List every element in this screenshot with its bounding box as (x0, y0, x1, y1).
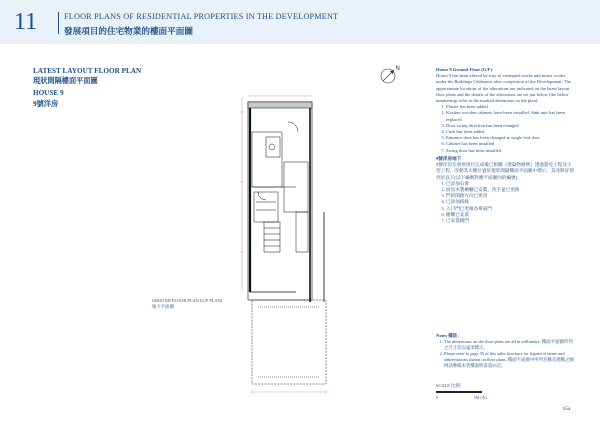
list-item: 2. 廚房木製櫥櫃已安裝，洗手盆已更換 (446, 187, 576, 193)
north-arrow-icon (378, 62, 402, 86)
list-item: 5. 入口門已更換為單扇門 (446, 206, 576, 212)
list-item: 4. 已添加路緣 (446, 199, 576, 205)
house-label-en: HOUSE 9 (33, 89, 64, 97)
plan-title-zh: 現狀間隔樓面平面圖 (33, 77, 98, 85)
list-item: 7. 已安裝掩門 (446, 218, 576, 224)
section-title-en: FLOOR PLANS OF RESIDENTIAL PROPERTIES IN THE DEVELOPMENT (64, 12, 339, 21)
scale-bar (436, 391, 482, 393)
header-divider (58, 12, 59, 34)
alteration-list-zh (436, 181, 576, 224)
scale-start: 0 (436, 396, 438, 400)
notes-heading: Notes 備註： (436, 333, 462, 338)
plan-label (152, 298, 222, 310)
list-item: 4. Curb has been added (446, 129, 576, 135)
north-label: N (395, 66, 400, 72)
list-item: 3. Door swing direction has been changed (446, 123, 576, 129)
scale-end: 5M (米) (474, 396, 487, 400)
list-item: 2. Kitchen wooden cabinets have been installed. Sink unit has been replaced (446, 110, 576, 122)
alteration-notes-zh (436, 156, 576, 224)
interior-partitions (252, 122, 308, 252)
alteration-heading-zh: 9號洋房地下 (436, 156, 462, 161)
list-item: 2. Please refer to page 35 of this sales brochure for legend of terms and abbreviations shown on floor plans. 樓面平面圖中所列名稱及簡稱之圖例請參閱本售樓說明書第35頁。 (444, 351, 576, 369)
list-item: 6. Cabinet has been installed (446, 141, 576, 147)
scale-label: SCALE 比例： (436, 383, 465, 388)
notes-block (436, 333, 576, 369)
floor-plan-drawing (236, 92, 336, 400)
section-title-zh: 發展項目的住宅物業的樓面平面圖 (64, 26, 193, 36)
alteration-notes-en (436, 67, 576, 154)
list-item: 7. Swing door has been installed (446, 148, 576, 154)
list-item: 1. The dimensions on the floor plans are all in millimetre. 樓面平面圖所列之尺寸均以毫米標示。 (444, 339, 576, 351)
plan-label-en: GROUND FLOOR PLAN (G/F PLAN) (152, 298, 223, 303)
dimension-lines-bottom (252, 390, 326, 394)
page-header (0, 0, 600, 44)
list-item: 1. 已添加石膏 (446, 181, 576, 187)
plan-label-zh: 地下平面圖 (152, 304, 174, 309)
list-item: 3. 門的開啟方向已更改 (446, 193, 576, 199)
alteration-intro-zh: 9號洋房在發展項目完成後已根據《建築物條例》透過豁免工程及小型工程，改動其大概位置於現狀間隔樓面平面圖中標示，其改動詳情列於以下(以下編號對應平面圖內的編號)： (436, 162, 574, 180)
house-label-zh: 9號洋房 (33, 100, 59, 108)
page-number: 65a (563, 407, 571, 412)
alteration-list-en (436, 104, 576, 154)
list-item: 6. 櫥櫃已安裝 (446, 212, 576, 218)
list-item: 5. Entrance door has been changed to single leaf door (446, 135, 576, 141)
plan-title-en: LATEST LAYOUT FLOOR PLAN (33, 67, 142, 75)
yard-area (252, 212, 326, 384)
alteration-intro-en: House 9 has been altered by way of exempted works and minor works under the Buildings Ordinance after completion of the Development. The approximate locations of the alterations are indicated on the latest layout floor plans and the details of the alterations are set out below (the below numberings refer to the marked alterations on the plan): (436, 73, 571, 104)
notes-list (436, 339, 576, 369)
section-number: 11 (14, 9, 38, 35)
alteration-heading-en: House 9 Ground Floor (G/F) (436, 67, 492, 72)
list-item: 1. Plaster has been added (446, 104, 576, 110)
